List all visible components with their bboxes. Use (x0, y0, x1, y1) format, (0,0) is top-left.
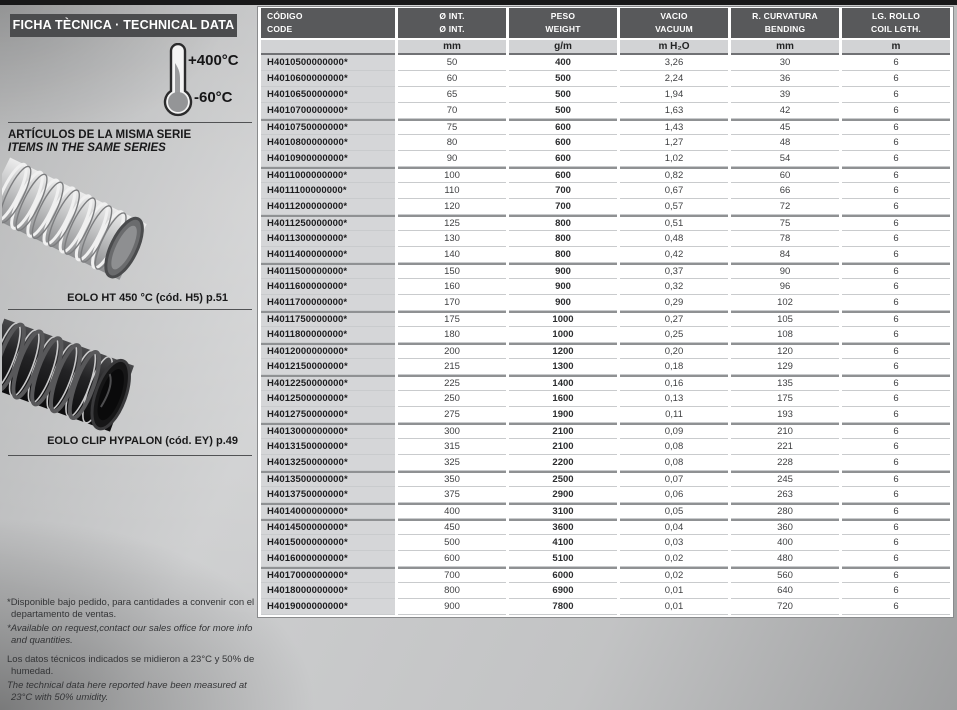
cell-bending: 60 (731, 167, 839, 183)
cell-diameter: 125 (398, 215, 506, 231)
cell-coil: 6 (842, 359, 950, 375)
cell-weight: 1600 (509, 391, 617, 407)
cell-code: H4011000000000* (261, 167, 395, 183)
cell-bending: 78 (731, 231, 839, 247)
col-header-code (261, 8, 395, 40)
cell-coil: 6 (842, 103, 950, 119)
cell-diameter: 130 (398, 231, 506, 247)
cell-code: H4019000000000* (261, 599, 395, 615)
series-heading-es: ARTÍCULOS DE LA MISMA SERIE (8, 129, 192, 141)
table-body (261, 55, 950, 615)
cell-diameter: 110 (398, 183, 506, 199)
cell-weight: 600 (509, 151, 617, 167)
cell-weight: 3100 (509, 503, 617, 519)
cell-code: H4012250000000* (261, 375, 395, 391)
divider (8, 309, 252, 310)
cell-weight: 500 (509, 103, 617, 119)
cell-bending: 105 (731, 311, 839, 327)
cell-code: H4011100000000* (261, 183, 395, 199)
cell-code: H4013150000000* (261, 439, 395, 455)
table-row (261, 295, 950, 311)
cell-bending: 42 (731, 103, 839, 119)
cell-code: H4010500000000* (261, 55, 395, 71)
cell-code: H4014500000000* (261, 519, 395, 535)
cell-bending: 54 (731, 151, 839, 167)
cell-diameter: 225 (398, 375, 506, 391)
cell-diameter: 100 (398, 167, 506, 183)
cell-diameter: 120 (398, 199, 506, 215)
cell-bending: 280 (731, 503, 839, 519)
cell-bending: 360 (731, 519, 839, 535)
table-row (261, 119, 950, 135)
cell-coil: 6 (842, 599, 950, 615)
cell-bending: 96 (731, 279, 839, 295)
table-row (261, 263, 950, 279)
cell-weight: 700 (509, 183, 617, 199)
cell-bending: 245 (731, 471, 839, 487)
cell-diameter: 160 (398, 279, 506, 295)
cell-vacuum: 1,63 (620, 103, 728, 119)
cell-vacuum: 0,05 (620, 503, 728, 519)
cell-bending: 210 (731, 423, 839, 439)
cell-coil: 6 (842, 151, 950, 167)
footnotes (5, 597, 257, 706)
cell-bending: 90 (731, 263, 839, 279)
cell-code: H4012500000000* (261, 391, 395, 407)
cell-code: H4016000000000* (261, 551, 395, 567)
cell-coil: 6 (842, 119, 950, 135)
cell-diameter: 65 (398, 87, 506, 103)
cell-vacuum: 0,27 (620, 311, 728, 327)
left-panel (0, 5, 257, 710)
table-row (261, 247, 950, 263)
table-row (261, 455, 950, 471)
col-header-diameter-es: Ø INT. (439, 11, 465, 21)
cell-diameter: 90 (398, 151, 506, 167)
cell-vacuum: 0,29 (620, 295, 728, 311)
cell-vacuum: 0,08 (620, 455, 728, 471)
cell-weight: 2100 (509, 423, 617, 439)
table-row (261, 439, 950, 455)
col-header-bending (731, 8, 839, 40)
cell-bending: 30 (731, 55, 839, 71)
cell-diameter: 450 (398, 519, 506, 535)
cell-coil: 6 (842, 487, 950, 503)
cell-code: H4011600000000* (261, 279, 395, 295)
table-row (261, 135, 950, 151)
cell-code: H4010800000000* (261, 135, 395, 151)
cell-weight: 4100 (509, 535, 617, 551)
cell-coil: 6 (842, 407, 950, 423)
eolo-clip-hypalon-caption: EOLO CLIP HYPALON (cód. EY) p.49 (47, 435, 238, 447)
footnote-data-es: Los datos técnicos indicados se midieron a 23°C y 50% de humedad. (7, 654, 255, 677)
table-row (261, 391, 950, 407)
cell-code: H4013250000000* (261, 455, 395, 471)
cell-vacuum: 0,06 (620, 487, 728, 503)
table-row (261, 71, 950, 87)
table-row (261, 231, 950, 247)
cell-weight: 800 (509, 247, 617, 263)
table-row (261, 535, 950, 551)
cell-diameter: 50 (398, 55, 506, 71)
cell-code: H4010700000000* (261, 103, 395, 119)
cell-weight: 3600 (509, 519, 617, 535)
unit-coil: m (842, 40, 950, 55)
eolo-ht-hose-photo (2, 155, 150, 291)
cell-weight: 700 (509, 199, 617, 215)
cell-code: H4010900000000* (261, 151, 395, 167)
cell-coil: 6 (842, 375, 950, 391)
cell-weight: 2900 (509, 487, 617, 503)
unit-weight: g/m (509, 40, 617, 55)
page-title: FICHA TÈCNICA · TECHNICAL DATA (10, 14, 237, 37)
divider (8, 122, 252, 123)
eolo-clip-hypalon-hose-photo (2, 317, 140, 439)
table-row (261, 343, 950, 359)
cell-weight: 5100 (509, 551, 617, 567)
table-row (261, 327, 950, 343)
cell-vacuum: 1,94 (620, 87, 728, 103)
cell-bending: 193 (731, 407, 839, 423)
cell-coil: 6 (842, 439, 950, 455)
table-row (261, 215, 950, 231)
cell-weight: 900 (509, 263, 617, 279)
cell-weight: 900 (509, 279, 617, 295)
cell-vacuum: 0,04 (620, 519, 728, 535)
cell-vacuum: 0,37 (620, 263, 728, 279)
cell-diameter: 60 (398, 71, 506, 87)
cell-code: H4012750000000* (261, 407, 395, 423)
cell-code: H4011800000000* (261, 327, 395, 343)
cell-bending: 102 (731, 295, 839, 311)
cell-vacuum: 0,13 (620, 391, 728, 407)
cell-bending: 108 (731, 327, 839, 343)
cell-code: H4011750000000* (261, 311, 395, 327)
technical-data-table (257, 6, 954, 618)
cell-coil: 6 (842, 503, 950, 519)
series-heading-en: ITEMS IN THE SAME SERIES (8, 142, 166, 154)
series-heading (8, 129, 191, 155)
cell-coil: 6 (842, 519, 950, 535)
cell-code: H4013000000000* (261, 423, 395, 439)
footnote-order-en: *Available on request,contact our sales office for more info and quantities. (7, 623, 253, 646)
cell-weight: 600 (509, 135, 617, 151)
cell-diameter: 170 (398, 295, 506, 311)
cell-diameter: 70 (398, 103, 506, 119)
cell-vacuum: 0,82 (620, 167, 728, 183)
cell-vacuum: 0,51 (620, 215, 728, 231)
cell-coil: 6 (842, 231, 950, 247)
cell-code: H4011250000000* (261, 215, 395, 231)
cell-vacuum: 0,18 (620, 359, 728, 375)
cell-coil: 6 (842, 423, 950, 439)
cell-coil: 6 (842, 567, 950, 583)
table-units-row (261, 40, 950, 55)
table-row (261, 519, 950, 535)
cell-bending: 84 (731, 247, 839, 263)
table-row (261, 103, 950, 119)
cell-code: H4011300000000* (261, 231, 395, 247)
cell-code: H4014000000000* (261, 503, 395, 519)
cell-vacuum: 0,48 (620, 231, 728, 247)
table-row (261, 487, 950, 503)
cell-diameter: 140 (398, 247, 506, 263)
cell-vacuum: 0,01 (620, 583, 728, 599)
cell-diameter: 80 (398, 135, 506, 151)
table-row (261, 583, 950, 599)
cell-bending: 75 (731, 215, 839, 231)
col-header-coil-en: COIL LGTH. (870, 24, 921, 34)
table-row (261, 471, 950, 487)
table-header-row (261, 8, 950, 40)
col-header-coil (842, 8, 950, 40)
table-row (261, 183, 950, 199)
cell-bending: 72 (731, 199, 839, 215)
cell-code: H4013750000000* (261, 487, 395, 503)
cell-coil: 6 (842, 167, 950, 183)
cell-weight: 2500 (509, 471, 617, 487)
cell-coil: 6 (842, 311, 950, 327)
cell-weight: 800 (509, 231, 617, 247)
cell-weight: 7800 (509, 599, 617, 615)
cell-vacuum: 0,07 (620, 471, 728, 487)
cell-weight: 600 (509, 167, 617, 183)
cell-code: H4017000000000* (261, 567, 395, 583)
cell-weight: 800 (509, 215, 617, 231)
cell-diameter: 200 (398, 343, 506, 359)
cell-bending: 221 (731, 439, 839, 455)
table-row (261, 423, 950, 439)
unit-diameter: mm (398, 40, 506, 55)
cell-bending: 263 (731, 487, 839, 503)
eolo-ht-caption: EOLO HT 450 °C (cód. H5) p.51 (67, 292, 228, 304)
table-row (261, 567, 950, 583)
table-row (261, 55, 950, 71)
cell-coil: 6 (842, 391, 950, 407)
cell-bending: 48 (731, 135, 839, 151)
cell-vacuum: 0,02 (620, 567, 728, 583)
cell-code: H4015000000000* (261, 535, 395, 551)
cell-vacuum: 0,01 (620, 599, 728, 615)
cell-weight: 500 (509, 87, 617, 103)
footnote-order-es: *Disponible bajo pedido, para cantidades a convenir con el departamento de ventas. (7, 597, 255, 620)
col-header-diameter (398, 8, 506, 40)
cell-vacuum: 0,67 (620, 183, 728, 199)
cell-code: H4018000000000* (261, 583, 395, 599)
cell-coil: 6 (842, 55, 950, 71)
col-header-weight (509, 8, 617, 40)
cell-bending: 39 (731, 87, 839, 103)
cell-bending: 135 (731, 375, 839, 391)
cell-bending: 640 (731, 583, 839, 599)
table-row (261, 167, 950, 183)
cell-bending: 129 (731, 359, 839, 375)
cell-diameter: 600 (398, 551, 506, 567)
cell-bending: 560 (731, 567, 839, 583)
cell-weight: 600 (509, 119, 617, 135)
unit-vacuum: m H₂O (620, 40, 728, 55)
cell-code: H4011400000000* (261, 247, 395, 263)
cell-code: H4011700000000* (261, 295, 395, 311)
cell-bending: 36 (731, 71, 839, 87)
cell-diameter: 700 (398, 567, 506, 583)
col-header-diameter-en: Ø INT. (439, 24, 465, 34)
cell-coil: 6 (842, 327, 950, 343)
cell-bending: 175 (731, 391, 839, 407)
cell-vacuum: 0,20 (620, 343, 728, 359)
cell-coil: 6 (842, 343, 950, 359)
cell-vacuum: 1,27 (620, 135, 728, 151)
unit-bending: mm (731, 40, 839, 55)
cell-coil: 6 (842, 471, 950, 487)
cell-diameter: 180 (398, 327, 506, 343)
cell-vacuum: 2,24 (620, 71, 728, 87)
cell-vacuum: 0,32 (620, 279, 728, 295)
cell-diameter: 800 (398, 583, 506, 599)
table-row (261, 199, 950, 215)
cell-weight: 1200 (509, 343, 617, 359)
table-row (261, 407, 950, 423)
table-row (261, 359, 950, 375)
table-row (261, 151, 950, 167)
cell-diameter: 350 (398, 471, 506, 487)
cell-code: H4010600000000* (261, 71, 395, 87)
cell-vacuum: 0,42 (620, 247, 728, 263)
cell-bending: 720 (731, 599, 839, 615)
cell-weight: 1400 (509, 375, 617, 391)
cell-coil: 6 (842, 535, 950, 551)
cell-diameter: 375 (398, 487, 506, 503)
cell-weight: 6000 (509, 567, 617, 583)
cell-coil: 6 (842, 247, 950, 263)
cell-vacuum: 0,08 (620, 439, 728, 455)
cell-weight: 1900 (509, 407, 617, 423)
col-header-vacuum (620, 8, 728, 40)
cell-diameter: 250 (398, 391, 506, 407)
cell-coil: 6 (842, 551, 950, 567)
cell-code: H4012000000000* (261, 343, 395, 359)
cell-coil: 6 (842, 183, 950, 199)
cell-bending: 480 (731, 551, 839, 567)
cell-weight: 6900 (509, 583, 617, 599)
cell-diameter: 900 (398, 599, 506, 615)
col-header-code-en: CODE (267, 24, 293, 34)
cell-vacuum: 3,26 (620, 55, 728, 71)
cell-vacuum: 1,43 (620, 119, 728, 135)
cell-diameter: 300 (398, 423, 506, 439)
cell-coil: 6 (842, 455, 950, 471)
table-row (261, 599, 950, 615)
cell-diameter: 400 (398, 503, 506, 519)
divider (8, 455, 252, 456)
footnote-data-en: The technical data here reported have been measured at 23°C with 50% umidity. (7, 680, 247, 703)
cell-weight: 1300 (509, 359, 617, 375)
cell-bending: 66 (731, 183, 839, 199)
col-header-weight-en: WEIGHT (545, 24, 581, 34)
cell-code: H4012150000000* (261, 359, 395, 375)
cell-diameter: 150 (398, 263, 506, 279)
cell-vacuum: 0,11 (620, 407, 728, 423)
cell-coil: 6 (842, 295, 950, 311)
cell-weight: 1000 (509, 327, 617, 343)
cell-diameter: 215 (398, 359, 506, 375)
col-header-vacuum-en: VACUUM (655, 24, 693, 34)
cell-vacuum: 1,02 (620, 151, 728, 167)
cell-weight: 2100 (509, 439, 617, 455)
cell-diameter: 75 (398, 119, 506, 135)
cell-diameter: 500 (398, 535, 506, 551)
cell-coil: 6 (842, 199, 950, 215)
cell-weight: 500 (509, 71, 617, 87)
cell-vacuum: 0,16 (620, 375, 728, 391)
table-row (261, 311, 950, 327)
col-header-code-es: CÓDIGO (267, 11, 303, 21)
cell-vacuum: 0,57 (620, 199, 728, 215)
cell-coil: 6 (842, 87, 950, 103)
cell-diameter: 175 (398, 311, 506, 327)
cell-vacuum: 0,02 (620, 551, 728, 567)
cell-code: H4010650000000* (261, 87, 395, 103)
cell-diameter: 275 (398, 407, 506, 423)
temp-max-label: +400°C (188, 52, 239, 69)
cell-coil: 6 (842, 263, 950, 279)
cell-code: H4011200000000* (261, 199, 395, 215)
table-row (261, 87, 950, 103)
cell-code: H4010750000000* (261, 119, 395, 135)
cell-weight: 2200 (509, 455, 617, 471)
cell-diameter: 315 (398, 439, 506, 455)
col-header-bending-en: BENDING (764, 24, 806, 34)
cell-vacuum: 0,25 (620, 327, 728, 343)
col-header-bending-es: R. CURVATURA (752, 11, 818, 21)
cell-coil: 6 (842, 279, 950, 295)
table-row (261, 375, 950, 391)
table-row (261, 279, 950, 295)
cell-vacuum: 0,03 (620, 535, 728, 551)
col-header-coil-es: LG. ROLLO (871, 11, 921, 21)
cell-code: H4013500000000* (261, 471, 395, 487)
cell-bending: 400 (731, 535, 839, 551)
temp-min-label: -60°C (194, 89, 233, 106)
cell-bending: 45 (731, 119, 839, 135)
cell-weight: 1000 (509, 311, 617, 327)
cell-code: H4011500000000* (261, 263, 395, 279)
cell-weight: 900 (509, 295, 617, 311)
cell-coil: 6 (842, 71, 950, 87)
table-row (261, 503, 950, 519)
cell-coil: 6 (842, 215, 950, 231)
cell-coil: 6 (842, 135, 950, 151)
table-row (261, 551, 950, 567)
cell-coil: 6 (842, 583, 950, 599)
cell-weight: 400 (509, 55, 617, 71)
col-header-weight-es: PESO (550, 11, 576, 21)
unit-code (261, 40, 395, 55)
cell-bending: 120 (731, 343, 839, 359)
cell-vacuum: 0,09 (620, 423, 728, 439)
cell-diameter: 325 (398, 455, 506, 471)
cell-bending: 228 (731, 455, 839, 471)
col-header-vacuum-es: VACIO (660, 11, 688, 21)
